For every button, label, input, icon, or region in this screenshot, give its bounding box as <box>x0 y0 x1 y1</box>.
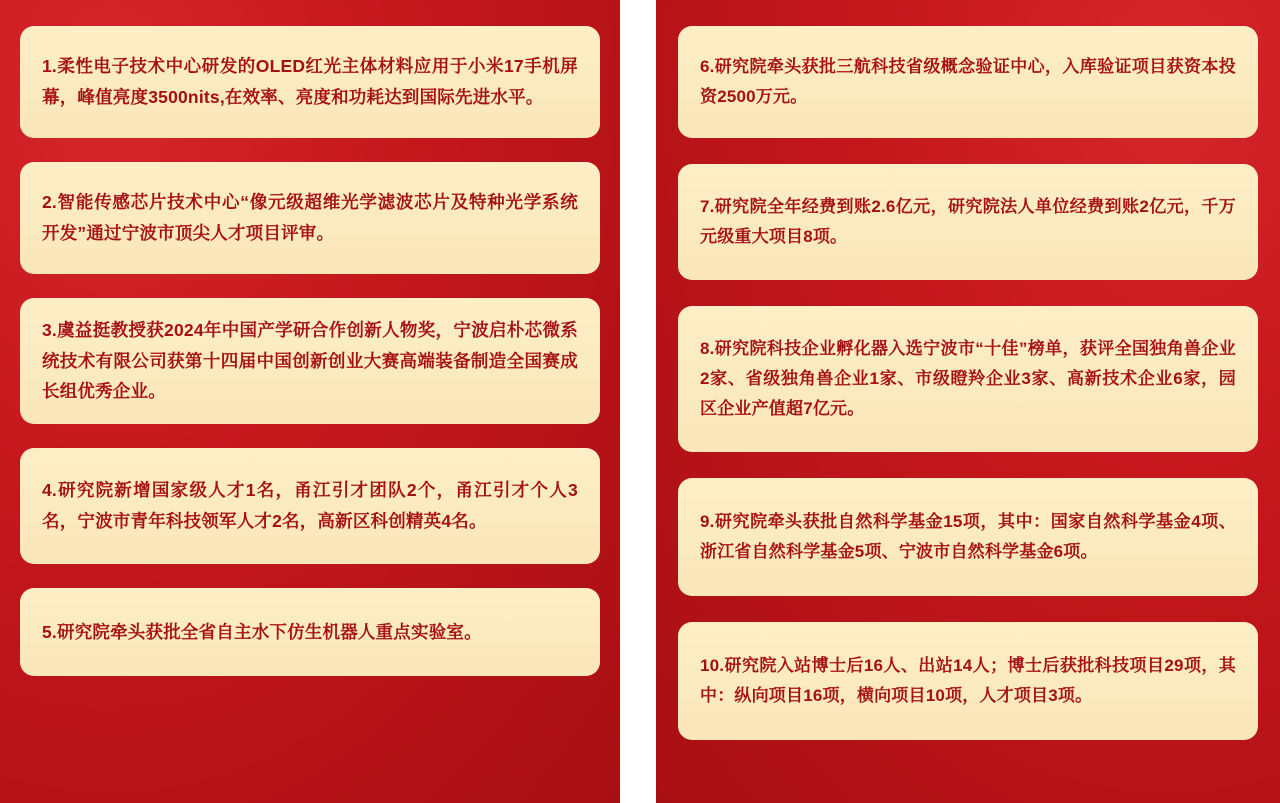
list-item <box>678 26 1258 138</box>
list-item-text: 7.研究院全年经费到账2.6亿元，研究院法人单位经费到账2亿元，千万元级重大项目8项。 <box>700 197 1236 246</box>
list-item <box>20 162 600 274</box>
list-item <box>678 164 1258 280</box>
list-item <box>20 448 600 564</box>
list-item-text: 6.研究院牵头获批三航科技省级概念验证中心，入库验证项目获资本投资2500万元。 <box>700 57 1236 106</box>
left-panel <box>0 0 620 803</box>
panel-divider <box>620 0 656 803</box>
list-item-text: 10.研究院入站博士后16人、出站14人；博士后获批科技项目29项，其中：纵向项目16项，横向项目10项，人才项目3项。 <box>700 656 1236 705</box>
list-item-text: 5.研究院牵头获批全省自主水下仿生机器人重点实验室。 <box>42 621 482 642</box>
right-panel <box>656 0 1280 803</box>
list-item-text: 9.研究院牵头获批自然科学基金15项，其中：国家自然科学基金4项、浙江省自然科学基金5项、宁波市自然科学基金6项。 <box>700 512 1236 561</box>
list-item <box>20 588 600 676</box>
list-item-text: 2.智能传感芯片技术中心“像元级超维光学滤波芯片及特种光学系统开发”通过宁波市顶尖人才项目评审。 <box>42 192 578 243</box>
list-item <box>678 306 1258 452</box>
list-item <box>678 478 1258 596</box>
list-item-text: 1.柔性电子技术中心研发的OLED红光主体材料应用于小米17手机屏幕，峰值亮度3500nits,在效率、亮度和功耗达到国际先进水平。 <box>42 56 578 107</box>
list-item <box>20 26 600 138</box>
list-item <box>20 298 600 424</box>
list-item <box>678 622 1258 740</box>
list-item-text: 3.虞益挺教授获2024年中国产学研合作创新人物奖，宁波启朴芯微系统技术有限公司获第十四届中国创新创业大赛高端装备制造全国赛成长组优秀企业。 <box>42 320 578 402</box>
list-item-text: 4.研究院新增国家级人才1名，甬江引才团队2个，甬江引才个人3名，宁波市青年科技领军人才2名，高新区科创精英4名。 <box>42 480 578 531</box>
list-item-text: 8.研究院科技企业孵化器入选宁波市“十佳”榜单，获评全国独角兽企业2家、省级独角兽企业1家、市级瞪羚企业3家、高新技术企业6家，园区企业产值超7亿元。 <box>700 339 1236 418</box>
